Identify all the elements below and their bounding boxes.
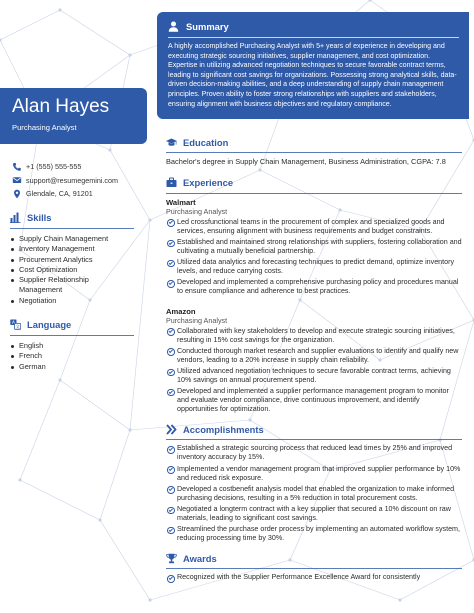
contact-phone	[12, 160, 142, 173]
network-line	[20, 480, 100, 520]
summary-title: Summary	[186, 20, 229, 32]
job-bullet: Developed and implemented a supplier performance management program to monitor and evaluate vendor compliance, drive continuous improvement, and identify opportunities for optimization.	[166, 387, 462, 414]
job-company: Walmart	[166, 197, 196, 207]
network-node	[128, 428, 131, 431]
language-header	[10, 317, 134, 331]
accomplishments-divider	[166, 439, 462, 440]
network-line	[100, 520, 150, 600]
accomplishment-item: Negotiated a longterm contract with a key supplier that secured a 10% discount on raw materials, leading to significant cost savings.	[166, 505, 462, 523]
job-bullets	[166, 218, 462, 297]
envelope-icon	[12, 175, 22, 185]
education-title: Education	[183, 136, 229, 148]
network-node	[148, 218, 151, 221]
network-line	[100, 430, 130, 520]
accomplishment-item: Established a strategic sourcing process that reduced lead times by 25% and improved inventory accuracy by 15%.	[166, 444, 462, 462]
network-node	[108, 148, 111, 151]
job-role: Purchasing Analyst	[166, 206, 228, 216]
network-node	[398, 598, 401, 601]
phone-text: +1 (555) 555-555	[26, 162, 82, 171]
contact-location	[12, 187, 142, 200]
skill-item: Supplier Relationship Management	[10, 275, 134, 296]
accomplishments-title: Accomplishments	[183, 423, 264, 435]
skill-item: Negotiation	[10, 296, 134, 306]
job-entry	[166, 198, 462, 297]
summary-header	[168, 19, 459, 33]
skills-divider	[10, 228, 134, 229]
svg-text:文: 文	[15, 324, 20, 330]
education-text: Bachelor's degree in Supply Chain Management, Business Administration, CGPA: 7.8	[166, 157, 446, 166]
skill-item: Cost Optimization	[10, 265, 134, 275]
awards-title: Awards	[183, 552, 217, 564]
education-divider	[166, 152, 462, 153]
network-node	[128, 53, 131, 56]
trophy-icon	[166, 553, 177, 564]
skills-list	[10, 234, 134, 306]
skills-title: Skills	[27, 211, 52, 223]
awards-header	[166, 551, 462, 565]
skill-item: Procurement Analytics	[10, 255, 134, 265]
summary-divider	[168, 37, 459, 38]
chart-bars-icon	[10, 212, 21, 223]
experience-divider	[166, 193, 462, 194]
accomplishments-list	[166, 444, 462, 543]
skill-item: Inventory Management	[10, 244, 134, 254]
network-node	[0, 38, 2, 41]
education-header	[166, 135, 462, 149]
job-bullet: Led crossfunctional teams in the procurement of complex and specialized goods and services, ensuring alignment with business requirements and budget constraints.	[166, 218, 462, 236]
language-icon	[10, 319, 21, 330]
job-bullet: Collaborated with key stakeholders to develop and execute strategic sourcing initiatives, resulting in 15% cost savings for the organization.	[166, 327, 462, 345]
job-company: Amazon	[166, 306, 196, 316]
network-line	[20, 380, 60, 480]
language-divider	[10, 335, 134, 336]
contact-info	[12, 160, 142, 201]
graduation-cap-icon	[166, 137, 177, 148]
accomplishments-header	[166, 422, 462, 436]
award-item: Recognized with the Supplier Performance Excellence Award for consistently	[166, 573, 462, 582]
language-item: French	[10, 351, 134, 361]
job-bullet: Utilized data analytics and forecasting techniques to predict demand, optimize inventory levels, and reduce carrying costs.	[166, 258, 462, 276]
contact-email	[12, 174, 142, 187]
network-node	[58, 378, 61, 381]
language-section	[10, 317, 134, 372]
phone-icon	[12, 162, 22, 172]
network-node	[58, 8, 61, 11]
summary-section	[157, 12, 469, 119]
accomplishment-item: Streamlined the purchase order process by implementing an automated workflow system, reducing processing time by 30%.	[166, 525, 462, 543]
person-icon	[168, 21, 179, 32]
language-item: English	[10, 341, 134, 351]
experience-header	[166, 176, 462, 190]
language-title: Language	[27, 318, 72, 330]
job-bullet: Conducted thorough market research and supplier evaluations to identify and qualify new vendors, leading to a 20% increase in supply chain reliability.	[166, 347, 462, 365]
skill-item: Supply Chain Management	[10, 234, 134, 244]
network-line	[60, 10, 130, 55]
job-bullets	[166, 327, 462, 415]
network-node	[98, 518, 101, 521]
network-line	[0, 10, 60, 40]
accomplishment-item: Implemented a vendor management program that improved supplier performance by 10% and reduced risk exposure.	[166, 465, 462, 483]
experience-title: Experience	[183, 177, 234, 189]
svg-text:A: A	[11, 320, 15, 326]
awards-divider	[166, 568, 462, 569]
candidate-name: Alan Hayes	[12, 96, 110, 117]
network-node	[368, 0, 371, 2]
main-content	[166, 135, 462, 584]
summary-text: A highly accomplished Purchasing Analyst with 5+ years of experience in developing and executing strategic sourcing initiatives, supplier management, and cost optimization. Expertise in utilizing advanced negotiation techniques to secure favorable contract terms, leading to significant cost savings for organizations. Possessing strong analytical skills, data-driven decision-making abilities, and a deep understanding of supply chain management principles. Proven ability to foster strong relationships with suppliers and stakeholders, ensuring alignment with business objectives and regulatory compliance.	[168, 43, 457, 108]
map-pin-icon	[12, 189, 22, 199]
language-item: German	[10, 362, 134, 372]
language-list	[10, 341, 134, 372]
location-text: Glendale, CA, 91201	[26, 189, 93, 198]
network-node	[148, 598, 151, 601]
job-bullet: Utilized advanced negotiation techniques to secure favorable contract terms, achieving 10% savings on annual procurement spend.	[166, 367, 462, 385]
email-link[interactable]: support@resumegemini.com	[26, 175, 118, 185]
network-line	[60, 380, 130, 430]
skills-header	[10, 210, 134, 224]
candidate-role: Purchasing Analyst	[12, 123, 77, 132]
skills-section	[10, 210, 134, 306]
awards-list	[166, 573, 462, 582]
job-role: Purchasing Analyst	[166, 315, 228, 325]
job-bullet: Developed and implemented a comprehensive purchasing policy and procedures manual to ensure compliance and adherence to best practices.	[166, 278, 462, 296]
network-node	[18, 478, 21, 481]
briefcase-icon	[166, 177, 177, 188]
accomplishment-item: Developed a costbenefit analysis model that enabled the organization to make informed purchasing decisions, resulting in a 5% reduction in total procurement costs.	[166, 485, 462, 503]
job-bullet: Established and maintained strong relationships with suppliers, fostering collaboration and cultivating a mutually beneficial partnership.	[166, 238, 462, 256]
name-header	[0, 88, 147, 144]
job-entry	[166, 307, 462, 415]
chevrons-icon	[166, 424, 177, 435]
